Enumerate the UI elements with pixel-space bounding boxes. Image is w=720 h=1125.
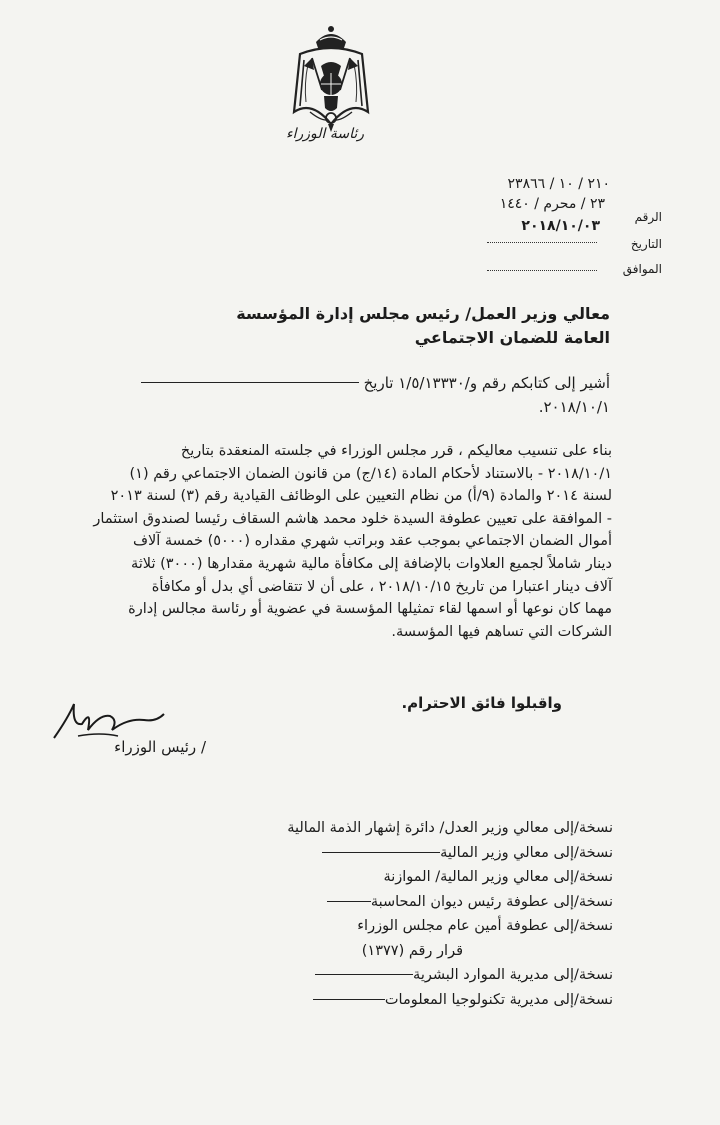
copy-item: نسخة/إلى عطوفة رئيس ديوان المحاسبة — [230, 890, 613, 915]
copy-item: قرار رقم (١٣٧٧) — [361, 942, 463, 959]
signature-title: / رئيس الوزراء — [114, 738, 206, 756]
reference-sentence — [30, 374, 610, 392]
body-line: لسنة ٢٠١٤ والمادة (٩/أ) من نظام التعيين على الوظائف القيادية رقم (٣) لسنة ٢٠١٣ — [110, 488, 612, 505]
copy-item: نسخة/إلى عطوفة أمين عام مجلس الوزراء — [357, 918, 613, 934]
gregorian-date: ٢٠١٨/١٠/٠٣ — [521, 218, 600, 234]
reference-number: ٢١٠ / ١٠ / ٢٣٨٦٦ — [507, 176, 610, 192]
fill-line — [327, 901, 371, 902]
body-line: ٢٠١٨/١٠/١ - بالاستناد لأحكام المادة (١٤/ج) من قانون الضمان الاجتماعي رقم (١) — [129, 465, 612, 482]
date-dotted-line — [487, 242, 597, 243]
corresponding-dotted-line — [487, 270, 597, 271]
copy-item: نسخة/إلى معالي وزير المالية — [230, 841, 613, 866]
copy-item: نسخة/إلى معالي وزير العدل/ دائرة إشهار الذمة المالية — [287, 820, 613, 836]
label-corresponding: الموافق — [622, 262, 662, 276]
body-line: مهما كان نوعها أو اسمها لقاء تمثيلها المؤسسة في عضوية أو رئاسة مجالس إدارة — [128, 601, 612, 618]
body-line: بناء على تنسيب معاليكم ، قرر مجلس الوزراء في جلسته المنعقدة بتاريخ — [180, 443, 612, 459]
copy-item: نسخة/إلى معالي وزير المالية/ الموازنة — [383, 869, 613, 885]
body-line: دينار شاملاً لجميع العلاوات بالإضافة إلى مكافأة مالية شهرية مقدارها (٣٠٠٠) ثلاثة — [130, 555, 612, 572]
copies-list — [230, 816, 613, 1012]
hijri-date: ٢٣ / محرم / ١٤٤٠ — [499, 196, 605, 212]
body-line: آلاف دينار اعتبارا من تاريخ ٢٠١٨/١٠/١٥ ، على أن لا تتقاضى أي بدل أو مكافأة — [151, 578, 612, 595]
recipient-line-1: معالي وزير العمل/ رئيس مجلس إدارة المؤسسة — [236, 304, 610, 323]
office-name: رئاسة الوزراء — [286, 126, 364, 142]
reference-date: ٢٠١٨/١٠/١. — [538, 398, 610, 416]
fill-line — [315, 974, 413, 975]
copy-item: نسخة/إلى مديرية الموارد البشرية — [230, 963, 613, 988]
closing-phrase: واقبلوا فائق الاحترام. — [401, 694, 562, 712]
body-line: - الموافقة على تعيين عطوفة السيدة خلود محمد هاشم السقاف رئيسا لصندوق استثمار — [93, 510, 612, 527]
body-line: أموال الضمان الاجتماعي بموجب عقد وبراتب شهري مقداره (٥٠٠٠) خمسة آلاف — [132, 533, 612, 550]
label-date: التاريخ — [630, 237, 662, 251]
copy-item: نسخة/إلى مديرية تكنولوجيا المعلومات — [230, 988, 613, 1013]
label-number: الرقم — [634, 210, 662, 224]
reference-sentence-text: أشير إلى كتابكم رقم و/١/٥/١٣٣٣٠ تاريخ — [363, 374, 610, 392]
fill-line — [322, 852, 440, 853]
recipient-line-2: العامة للضمان الاجتماعي — [414, 328, 610, 347]
decision-paragraph — [40, 440, 612, 643]
body-line: الشركات التي تساهم فيها المؤسسة. — [391, 623, 612, 640]
reference-fill-line — [141, 382, 359, 383]
fill-line — [313, 999, 385, 1000]
